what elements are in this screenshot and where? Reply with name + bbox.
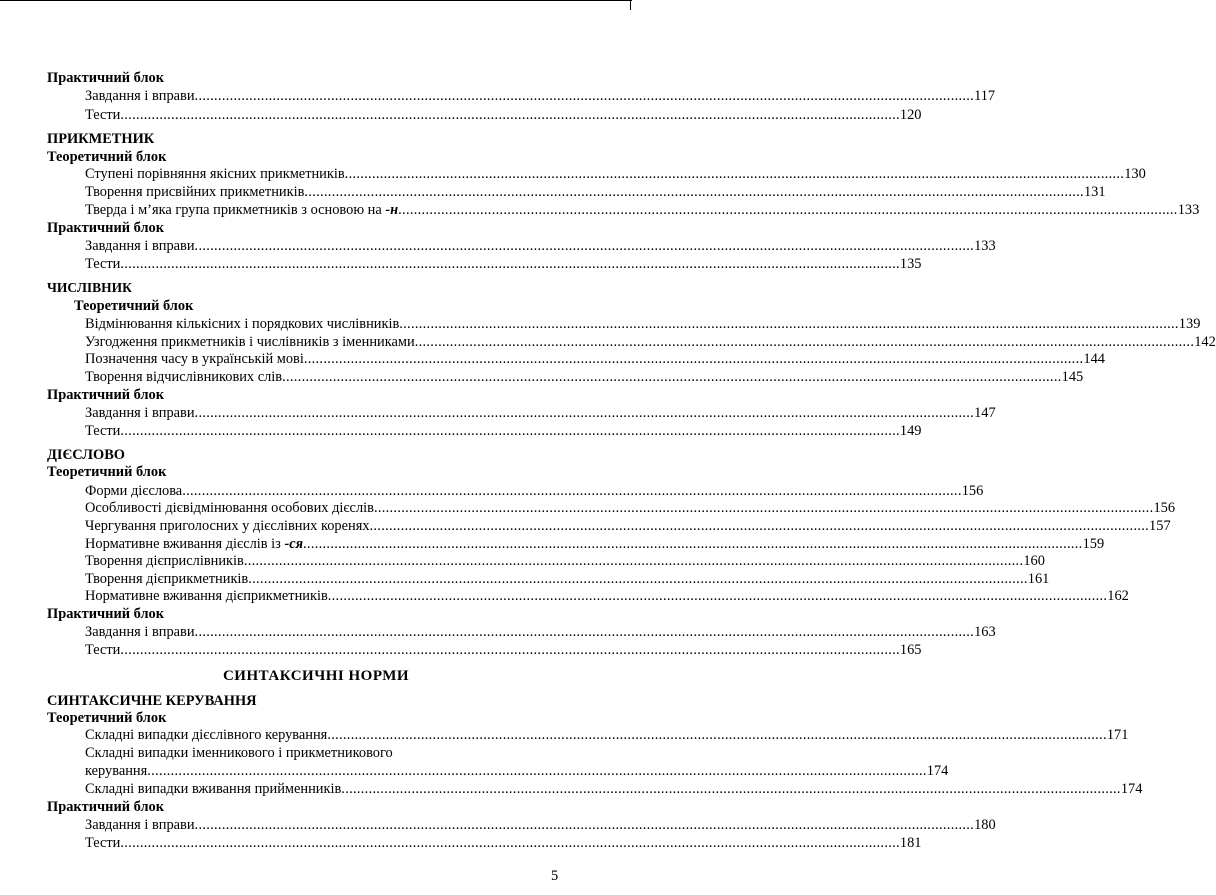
toc-entry-title: Завдання і вправи xyxy=(85,238,195,254)
toc-entry xyxy=(85,762,949,780)
toc-entry-page: 144 xyxy=(1083,351,1105,367)
toc-entry-title: керування xyxy=(85,763,148,779)
toc-entry-title: Чергування приголосних у дієслівних коренях xyxy=(85,518,370,534)
toc-entry-title: Тести xyxy=(85,642,121,658)
toc-entry xyxy=(85,315,1201,333)
toc-entry-title: Тверда і м’яка група прикметників з основою на -н xyxy=(85,202,399,218)
toc-entry-page: 130 xyxy=(1124,166,1146,182)
toc-entry xyxy=(85,834,922,852)
toc-entry xyxy=(85,552,1045,570)
toc-entry xyxy=(85,780,1143,798)
corner-mark xyxy=(630,0,631,10)
toc-entry-page: 133 xyxy=(1177,202,1200,218)
toc-entry-title: Творення відчислівникових слів xyxy=(85,369,283,385)
toc-entry xyxy=(85,404,996,422)
leader-dots: ........................................................................................................................................................................................................ xyxy=(304,184,1084,200)
toc-entry xyxy=(85,422,922,440)
toc-entry-title: Ступені порівняння якісних прикметників xyxy=(85,166,345,182)
toc-entry-page: 159 xyxy=(1082,536,1105,552)
toc-entry xyxy=(85,726,1129,744)
toc-entry-page: 156 xyxy=(1153,500,1176,516)
leader-dots: ........................................................................................................................................................................................................ xyxy=(248,571,1028,587)
toc-entry-title: Форми дієслова xyxy=(85,483,183,499)
section-heading: Теоретичний блок xyxy=(47,464,167,480)
toc-entry-page: 147 xyxy=(974,405,996,421)
section-heading: Практичний блок xyxy=(47,387,165,403)
toc-entry-page: 139 xyxy=(1178,316,1201,332)
toc-entry-page: 145 xyxy=(1061,369,1084,385)
toc-entry-title: Тести xyxy=(85,107,121,123)
leader-dots: ........................................................................................................................................................................................................ xyxy=(341,781,1121,797)
toc-entry-title: Завдання і вправи xyxy=(85,405,195,421)
toc-entry-page: 163 xyxy=(974,624,996,640)
leader-dots: ........................................................................................................................................................................................................ xyxy=(194,88,975,104)
leader-dots: ........................................................................................................................................................................................................ xyxy=(327,588,1108,604)
toc-entry-page: 160 xyxy=(1023,553,1045,569)
toc-entry-page: 180 xyxy=(974,817,996,833)
toc-entry-title: Тести xyxy=(85,835,121,851)
section-heading: Теоретичний блок xyxy=(47,710,167,726)
toc-entry xyxy=(85,106,922,124)
toc-entry xyxy=(85,587,1129,605)
section-heading: Практичний блок xyxy=(47,220,165,236)
toc-entry xyxy=(85,570,1050,588)
toc-entry xyxy=(85,183,1106,201)
toc-entry-page: 149 xyxy=(899,423,922,439)
top-border xyxy=(0,0,632,1)
toc-entry-title: Відмінювання кількісних і порядкових числівників xyxy=(85,316,400,332)
toc-entry-page: 157 xyxy=(1149,518,1171,534)
toc-entry xyxy=(85,255,922,273)
section-heading: Теоретичний блок xyxy=(74,298,194,314)
suffix-emphasis: -ся xyxy=(284,536,304,552)
toc-entry-title: Позначення часу в українській мові xyxy=(85,351,304,367)
toc-entry-page: 174 xyxy=(926,763,949,779)
toc-entry-page: 162 xyxy=(1107,588,1129,604)
leader-dots: ........................................................................................................................................................................................................ xyxy=(120,642,900,658)
leader-dots: ........................................................................................................................................................................................................ xyxy=(120,256,900,272)
leader-dots: ........................................................................................................................................................................................................ xyxy=(373,500,1154,516)
toc-entry-title: Творення дієприслівників xyxy=(85,553,244,569)
leader-dots: ........................................................................................................................................................................................................ xyxy=(120,835,900,851)
toc-entry-title: Завдання і вправи xyxy=(85,88,195,104)
toc-entry xyxy=(85,165,1146,183)
section-heading: Практичний блок xyxy=(47,799,165,815)
toc-entry-title: Складні випадки вживання прийменників xyxy=(85,781,342,797)
toc-entry-page: 161 xyxy=(1027,571,1050,587)
toc-entry-page: 174 xyxy=(1120,781,1143,797)
toc-entry xyxy=(85,499,1176,517)
toc-entry-page: 131 xyxy=(1083,184,1106,200)
toc-entry-page: 171 xyxy=(1106,727,1129,743)
toc-entry-title: Тести xyxy=(85,256,121,272)
chapter-heading: ДІЄСЛОВО xyxy=(47,447,126,463)
chapter-heading: ЧИСЛІВНИК xyxy=(47,280,132,295)
toc-entry-title: Нормативне вживання дієслів із -ся xyxy=(85,536,304,552)
toc-entry xyxy=(85,641,922,659)
toc-entry xyxy=(85,816,996,834)
leader-dots: ........................................................................................................................................................................................................ xyxy=(303,536,1083,552)
toc-entry-page: 156 xyxy=(961,483,984,499)
leader-dots: ........................................................................................................................................................................................................ xyxy=(243,553,1024,569)
toc-entry xyxy=(85,623,996,641)
toc-entry-title: Завдання і вправи xyxy=(85,624,195,640)
leader-dots: ........................................................................................................................................................................................................ xyxy=(369,518,1150,534)
toc-entry-title: Творення присвійних прикметників xyxy=(85,184,305,200)
leader-dots: ........................................................................................................................................................................................................ xyxy=(194,817,975,833)
toc-entry-continued: Складні випадки іменникового і прикметникового xyxy=(85,745,393,761)
suffix-emphasis: -н xyxy=(385,202,399,218)
toc-entry-page: 117 xyxy=(974,88,996,104)
leader-dots: ........................................................................................................................................................................................................ xyxy=(282,369,1062,385)
leader-dots: ........................................................................................................................................................................................................ xyxy=(120,107,900,123)
leader-dots: ........................................................................................................................................................................................................ xyxy=(194,624,975,640)
toc-entry xyxy=(85,333,1216,351)
toc-entry-title: Особливості дієвідмінювання особових дієслів xyxy=(85,500,374,516)
section-heading: Теоретичний блок xyxy=(47,149,167,165)
leader-dots: ........................................................................................................................................................................................................ xyxy=(120,423,900,439)
toc-entry-page: 165 xyxy=(899,642,922,658)
leader-dots: ........................................................................................................................................................................................................ xyxy=(147,763,927,779)
toc-entry-title: Нормативне вживання дієприкметників xyxy=(85,588,328,604)
toc-entry-title: Завдання і вправи xyxy=(85,817,195,833)
leader-dots: ........................................................................................................................................................................................................ xyxy=(399,316,1179,332)
leader-dots: ........................................................................................................................................................................................................ xyxy=(194,238,975,254)
toc-entry xyxy=(85,201,1200,219)
leader-dots: ........................................................................................................................................................................................................ xyxy=(182,483,962,499)
leader-dots: ........................................................................................................................................................................................................ xyxy=(344,166,1125,182)
toc-entry-title: Тести xyxy=(85,423,121,439)
leader-dots: ........................................................................................................................................................................................................ xyxy=(194,405,975,421)
toc-entry-page: 181 xyxy=(899,835,922,851)
toc-entry-page: 133 xyxy=(974,238,996,254)
leader-dots: ........................................................................................................................................................................................................ xyxy=(398,202,1178,218)
toc-entry-page: 120 xyxy=(899,107,922,123)
leader-dots: ........................................................................................................................................................................................................ xyxy=(414,334,1195,350)
part-heading: СИНТАКСИЧНІ НОРМИ xyxy=(222,668,410,684)
page-number: 5 xyxy=(551,868,559,884)
toc-entry-title: Узгодження прикметників і числівників з іменниками xyxy=(85,334,415,350)
toc-entry-title: Творення дієприкметників xyxy=(85,571,249,587)
toc-entry-title: Складні випадки дієслівного керування xyxy=(85,727,328,743)
toc-entry xyxy=(85,237,996,255)
toc-entry xyxy=(85,517,1171,535)
leader-dots: ........................................................................................................................................................................................................ xyxy=(327,727,1107,743)
toc-entry xyxy=(85,350,1105,368)
section-heading: Практичний блок xyxy=(47,606,165,622)
toc-entry xyxy=(85,87,996,105)
toc-entry xyxy=(85,535,1105,553)
section-heading: Практичний блок xyxy=(47,70,165,86)
toc-entry xyxy=(85,482,984,500)
chapter-heading: ПРИКМЕТНИК xyxy=(47,131,155,147)
leader-dots: ........................................................................................................................................................................................................ xyxy=(303,351,1084,367)
toc-entry-page: 135 xyxy=(899,256,922,272)
chapter-heading: СИНТАКСИЧНЕ КЕРУВАННЯ xyxy=(47,693,257,709)
toc-entry-page: 142 xyxy=(1194,334,1216,350)
toc-entry xyxy=(85,368,1084,386)
